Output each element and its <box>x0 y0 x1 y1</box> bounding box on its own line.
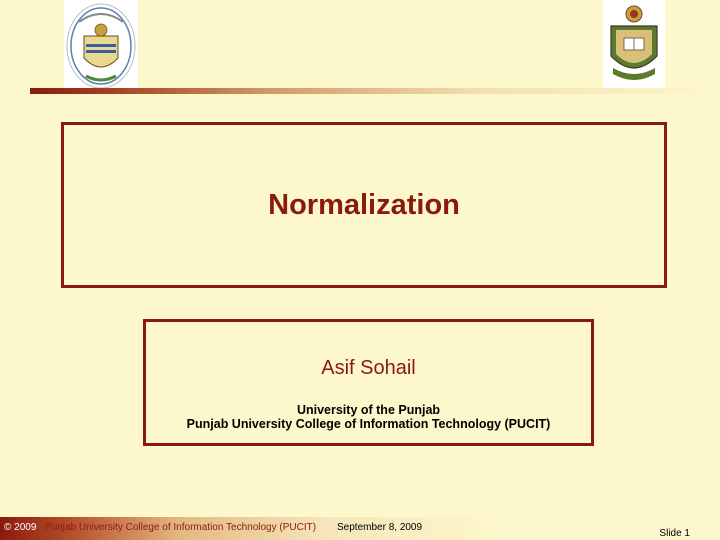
title-box <box>61 122 667 288</box>
affiliation-university: University of the Punjab <box>296 403 441 417</box>
footer-copyright: © 2009 <box>4 522 37 533</box>
pucit-seal-icon <box>64 0 138 90</box>
author-box <box>143 319 594 446</box>
header-rule <box>30 88 720 94</box>
slide-number: Slide 1 <box>659 528 690 539</box>
punjab-university-crest-icon <box>603 0 665 88</box>
slide-title: Normalization <box>268 188 460 221</box>
footer-date: September 8, 2009 <box>337 522 423 533</box>
footer-organization: Punjab University College of Information Technology (PUCIT) <box>45 522 317 533</box>
punjab-university-logo <box>603 0 665 88</box>
affiliation-college: Punjab University College of Information Technology (PUCIT) <box>186 417 551 431</box>
author-name: Asif Sohail <box>321 357 416 379</box>
pucit-logo <box>64 0 138 90</box>
footer-bar <box>0 517 720 540</box>
